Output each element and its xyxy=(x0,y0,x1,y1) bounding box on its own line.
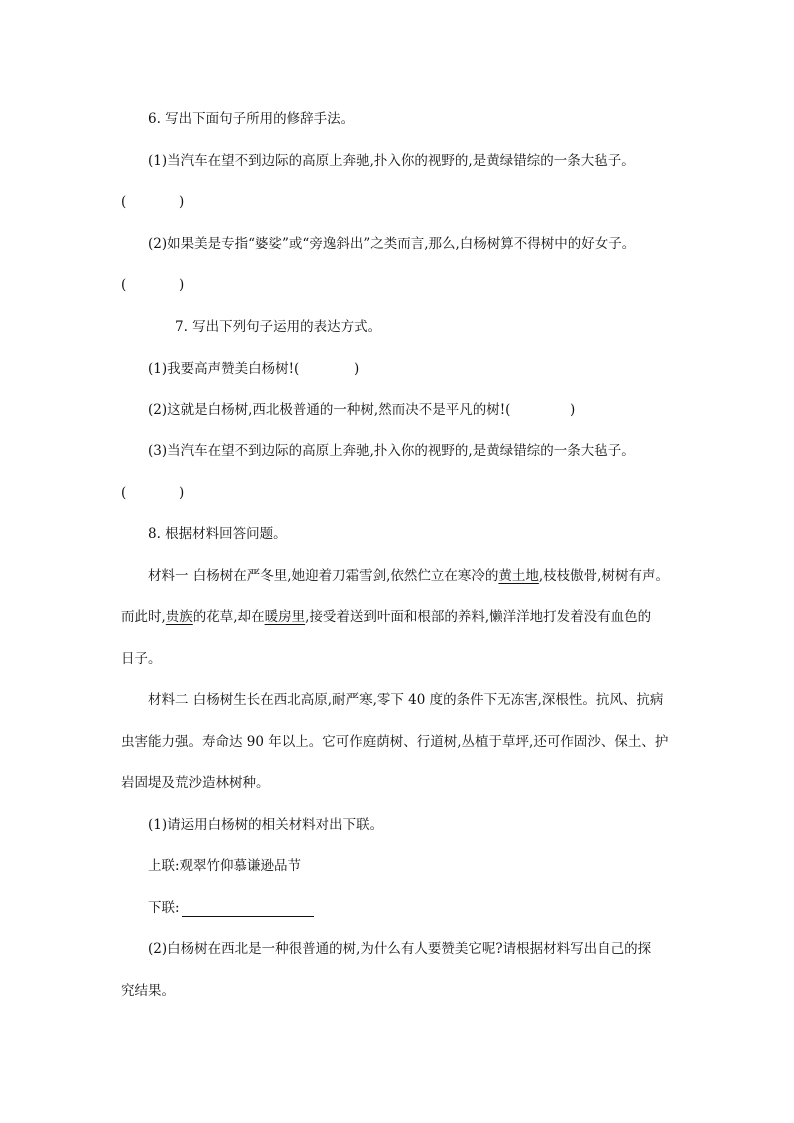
material-2-line-2: 虫害能力强。寿命达 90 年以上。它可作庭荫树、行道树,丛植于草坪,还可作固沙、保土、护 xyxy=(121,734,669,750)
lower-couplet-label: 下联: xyxy=(148,900,180,916)
q6-title: 6. 写出下面句子所用的修辞手法。 xyxy=(148,111,355,127)
q7-answer-2-close: ) xyxy=(570,402,576,418)
underlined-term-nuanfangli: 暖房里 xyxy=(264,609,306,625)
q8-sub-1: (1)请运用白杨树的相关材料对出下联。 xyxy=(148,817,384,833)
material-1-line-2 xyxy=(121,608,651,626)
material-1-line-1 xyxy=(148,567,669,585)
q7-answer-3-close: ) xyxy=(179,485,185,501)
q7-answer-3-open: ( xyxy=(121,485,127,501)
underlined-term-guizu: 贵族 xyxy=(165,609,193,625)
q7-answer-1-close: ) xyxy=(354,361,360,377)
material-1-text: 的花草,却在 xyxy=(192,609,265,625)
material-1-line-3: 日子。 xyxy=(121,651,162,667)
q6-answer-2-open: ( xyxy=(121,277,127,293)
q8-sub-2-line-1: (2)白杨树在西北是一种很普通的树,为什么有人要赞美它呢?请根据材料写出自己的探 xyxy=(148,941,652,957)
q8-sub-2-line-2: 究结果。 xyxy=(121,983,175,999)
q6-answer-2-close: ) xyxy=(179,277,185,293)
q7-title: 7. 写出下列句子运用的表达方式。 xyxy=(175,319,382,335)
upper-couplet: 上联:观翠竹仰慕谦逊品节 xyxy=(148,858,302,874)
material-1-text: ,枝枝傲骨,树树有声。 xyxy=(538,568,669,584)
q6-sentence-2: (2)如果美是专指“婆娑”或“旁逸斜出”之类而言,那么,白杨树算不得树中的好女子。 xyxy=(148,236,636,252)
q6-answer-1-open: ( xyxy=(121,194,127,210)
q8-title: 8. 根据材料回答问题。 xyxy=(148,526,287,542)
underlined-term-huangtudi: 黄土地 xyxy=(498,568,539,584)
q7-sentence-3: (3)当汽车在望不到边际的高原上奔驰,扑入你的视野的,是黄绿错综的一条大毡子。 xyxy=(148,443,635,459)
material-2-line-3: 岩固堤及荒沙造林树种。 xyxy=(121,775,270,791)
q7-sentence-1: (1)我要高声赞美白杨树!( xyxy=(148,361,300,377)
lower-couplet xyxy=(148,899,314,917)
q6-sentence-1: (1)当汽车在望不到边际的高原上奔驰,扑入你的视野的,是黄绿错综的一条大毡子。 xyxy=(148,153,635,169)
q7-sentence-2: (2)这就是白杨树,西北极普通的一种树,然而决不是平凡的树!( xyxy=(148,402,511,418)
material-1-text: 材料一 白杨树在严冬里,她迎着刀霜雪剑,依然伫立在寒冷的 xyxy=(148,568,499,584)
answer-blank[interactable] xyxy=(182,902,314,917)
material-2-line-1: 材料二 白杨树生长在西北高原,耐严寒,零下 40 度的条件下无冻害,深根性。抗风、抗病 xyxy=(148,692,664,708)
material-1-text: 而此时, xyxy=(121,609,166,625)
q6-answer-1-close: ) xyxy=(179,194,185,210)
material-1-text: ,接受着送到叶面和根部的养料,懒洋洋地打发着没有血色的 xyxy=(305,609,652,625)
